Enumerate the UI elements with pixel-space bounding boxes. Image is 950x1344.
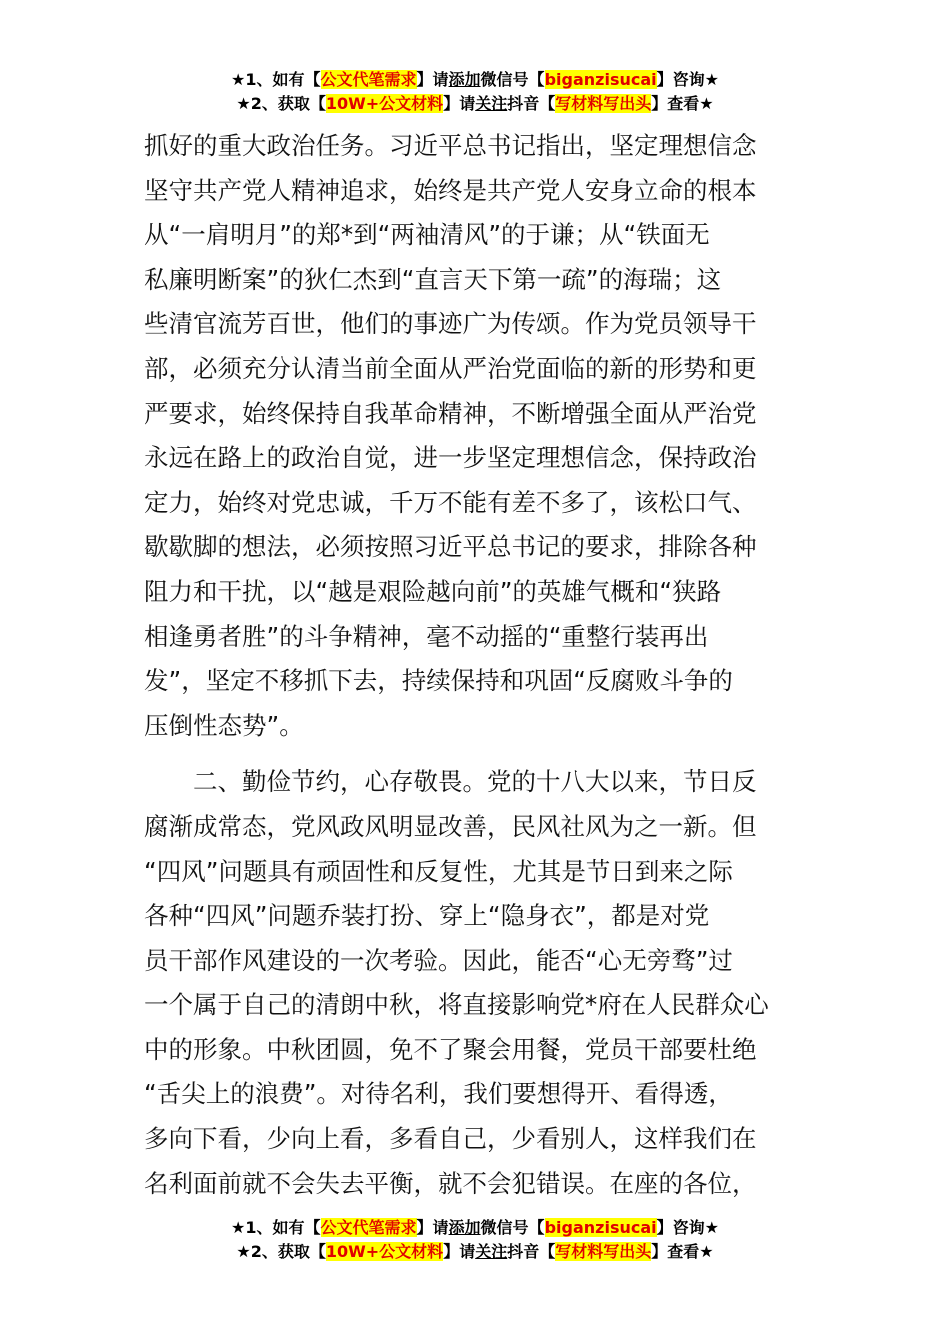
document-body	[144, 124, 814, 1206]
banner-line-1	[0, 68, 950, 92]
banner-text: ★1、如有【	[231, 70, 321, 89]
banner-text: 】咨询★	[656, 70, 719, 89]
text-line: 各种“四风”问题乔装打扮、穿上“隐身衣”，都是对党	[144, 901, 710, 931]
banner-highlight: 公文代笔需求	[320, 1218, 417, 1237]
text-line: 定力，始终对党忠诚，千万不能有差不多了，该松口气、	[144, 487, 757, 517]
banner-underlined: 关注	[475, 94, 508, 113]
banner-highlight: 写材料写出头	[555, 94, 652, 113]
text-line: 私廉明断案”的狄仁杰到“直言天下第一疏”的海瑞；这	[144, 264, 722, 294]
text-line: 中的形象。中秋团圆，免不了聚会用餐，党员干部要杜绝	[144, 1034, 757, 1064]
banner-line-1	[0, 1216, 950, 1240]
banner-text: 抖音【	[507, 1242, 556, 1261]
paragraph-2	[144, 760, 814, 1206]
banner-highlight: 写材料写出头	[555, 1242, 652, 1261]
text-line: 相逢勇者胜”的斗争精神，毫不动摇的“重整行装再出	[144, 621, 709, 651]
banner-text: 】请	[443, 1242, 476, 1261]
banner-underlined: 添加	[448, 1218, 481, 1237]
text-line: 永远在路上的政治自觉，进一步坚定理想信念，保持政治	[144, 443, 757, 473]
text-line: 二、勤俭节约，心存敬畏。党的十八大以来，节日反	[144, 767, 757, 797]
banner-text: 】查看★	[651, 94, 714, 113]
header-banner	[0, 68, 950, 116]
banner-text: 】请	[443, 94, 476, 113]
banner-text: 】请	[416, 70, 449, 89]
banner-highlight: 10W+公文材料	[325, 1242, 444, 1261]
text-line: 部，必须充分认清当前全面从严治党面临的新的形势和更	[144, 353, 757, 383]
text-line: “舌尖上的浪费”。对待名利，我们要想得开、看得透，	[144, 1079, 733, 1109]
banner-text: 】查看★	[651, 1242, 714, 1261]
banner-text: 】请	[416, 1218, 449, 1237]
banner-text: 】咨询★	[656, 1218, 719, 1237]
text-line: 一个属于自己的清朗中秋，将直接影响党*府在人民群众心	[144, 990, 769, 1020]
text-line: 多向下看，少向上看，多看自己，少看别人，这样我们在	[144, 1124, 757, 1154]
banner-text: ★1、如有【	[231, 1218, 321, 1237]
text-line: “四风”问题具有顽固性和反复性，尤其是节日到来之际	[144, 856, 733, 886]
banner-underlined: 添加	[448, 70, 481, 89]
banner-highlight: biganzisucai	[544, 70, 657, 89]
text-line: 名利面前就不会失去平衡，就不会犯错误。在座的各位，	[144, 1168, 757, 1198]
text-line: 歇歇脚的想法，必须按照习近平总书记的要求，排除各种	[144, 532, 757, 562]
text-line: 坚守共产党人精神追求，始终是共产党人安身立命的根本	[144, 175, 757, 205]
banner-highlight: 公文代笔需求	[320, 70, 417, 89]
text-line: 发”，坚定不移抓下去，持续保持和巩固“反腐败斗争的	[144, 666, 733, 696]
banner-highlight: biganzisucai	[544, 1218, 657, 1237]
text-line: 员干部作风建设的一次考验。因此，能否“心无旁骛”过	[144, 945, 733, 975]
paragraph-1	[144, 124, 814, 748]
text-line: 从“一肩明月”的郑*到“两袖清风”的于谦；从“铁面无	[144, 220, 710, 250]
text-line: 腐渐成常态，党风政风明显改善，民风社风为之一新。但	[144, 811, 757, 841]
banner-line-2	[0, 92, 950, 116]
text-line: 压倒性态势”。	[144, 710, 304, 740]
banner-text: 微信号【	[480, 70, 545, 89]
banner-text: ★2、获取【	[236, 94, 326, 113]
text-line: 阻力和干扰，以“越是艰险越向前”的英雄气概和“狭路	[144, 576, 722, 606]
banner-text: 抖音【	[507, 94, 556, 113]
banner-line-2	[0, 1240, 950, 1264]
text-line: 抓好的重大政治任务。习近平总书记指出，坚定理想信念	[144, 131, 757, 160]
banner-underlined: 关注	[475, 1242, 508, 1261]
banner-highlight: 10W+公文材料	[325, 94, 444, 113]
banner-text: 微信号【	[480, 1218, 545, 1237]
paragraph-gap	[144, 748, 814, 760]
banner-text: ★2、获取【	[236, 1242, 326, 1261]
footer-banner	[0, 1216, 950, 1264]
text-line: 些清官流芳百世，他们的事迹广为传颂。作为党员领导干	[144, 309, 757, 339]
text-line: 严要求，始终保持自我革命精神，不断增强全面从严治党	[144, 398, 757, 428]
